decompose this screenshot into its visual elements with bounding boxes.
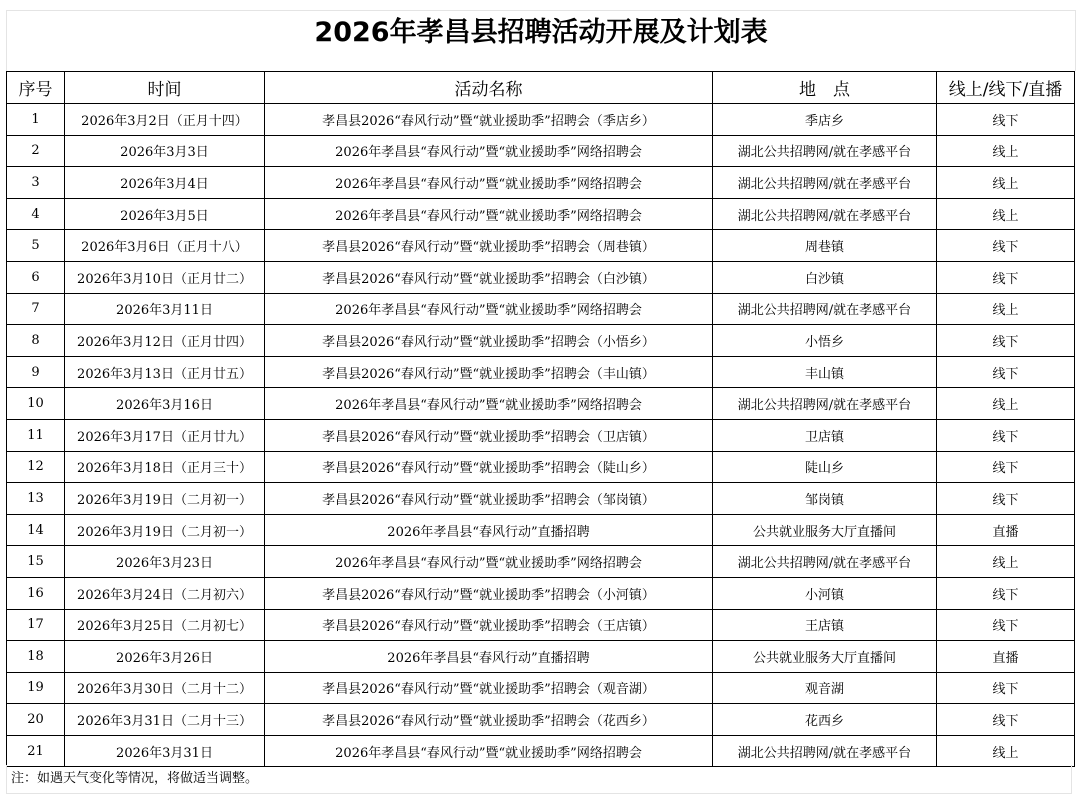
cell-activity: 2026年孝昌县“春风行动”暨“就业援助季”网络招聘会: [265, 735, 713, 767]
cell-location: 湖北公共招聘网/就在孝感平台: [713, 293, 937, 325]
header-row: [7, 72, 1075, 104]
cell-index: 8: [7, 325, 65, 357]
cell-time: 2026年3月6日（正月十八）: [65, 230, 265, 262]
cell-activity: 孝昌县2026“春风行动”暨“就业援助季”招聘会（王店镇）: [265, 609, 713, 641]
cell-location: 公共就业服务大厅直播间: [713, 641, 937, 673]
cell-mode: 线上: [937, 198, 1075, 230]
cell-index: 16: [7, 577, 65, 609]
table-body: [7, 104, 1075, 767]
table-row: [7, 325, 1075, 357]
header-index: 序号: [7, 72, 65, 104]
cell-activity: 孝昌县2026“春风行动”暨“就业援助季”招聘会（白沙镇）: [265, 261, 713, 293]
header-mode: 线上/线下/直播: [937, 72, 1075, 104]
cell-time: 2026年3月12日（正月廿四）: [65, 325, 265, 357]
cell-mode: 线上: [937, 293, 1075, 325]
cell-mode: 线下: [937, 104, 1075, 136]
schedule-table: [6, 71, 1075, 767]
cell-index: 6: [7, 261, 65, 293]
cell-time: 2026年3月16日: [65, 388, 265, 420]
cell-time: 2026年3月25日（二月初七）: [65, 609, 265, 641]
cell-activity: 2026年孝昌县“春风行动”暨“就业援助季”网络招聘会: [265, 388, 713, 420]
cell-index: 7: [7, 293, 65, 325]
header-time: 时间: [65, 72, 265, 104]
cell-activity: 2026年孝昌县“春风行动”暨“就业援助季”网络招聘会: [265, 135, 713, 167]
cell-mode: 线下: [937, 577, 1075, 609]
cell-activity: 2026年孝昌县“春风行动”暨“就业援助季”网络招聘会: [265, 293, 713, 325]
cell-index: 18: [7, 641, 65, 673]
table-row: [7, 514, 1075, 546]
cell-location: 季店乡: [713, 104, 937, 136]
cell-activity: 2026年孝昌县“春风行动”暨“就业援助季”网络招聘会: [265, 546, 713, 578]
cell-index: 19: [7, 672, 65, 704]
cell-mode: 线下: [937, 356, 1075, 388]
cell-location: 王店镇: [713, 609, 937, 641]
cell-location: 观音湖: [713, 672, 937, 704]
cell-index: 21: [7, 735, 65, 767]
cell-activity: 孝昌县2026“春风行动”暨“就业援助季”招聘会（观音湖）: [265, 672, 713, 704]
cell-activity: 2026年孝昌县“春风行动”暨“就业援助季”网络招聘会: [265, 198, 713, 230]
table-row: [7, 104, 1075, 136]
cell-activity: 孝昌县2026“春风行动”暨“就业援助季”招聘会（花西乡）: [265, 704, 713, 736]
cell-location: 湖北公共招聘网/就在孝感平台: [713, 735, 937, 767]
cell-location: 陡山乡: [713, 451, 937, 483]
cell-index: 10: [7, 388, 65, 420]
cell-index: 5: [7, 230, 65, 262]
cell-location: 白沙镇: [713, 261, 937, 293]
table-row: [7, 735, 1075, 767]
cell-location: 公共就业服务大厅直播间: [713, 514, 937, 546]
title-spacer: [6, 55, 1076, 71]
cell-index: 1: [7, 104, 65, 136]
cell-mode: 线上: [937, 388, 1075, 420]
cell-activity: 孝昌县2026“春风行动”暨“就业援助季”招聘会（卫店镇）: [265, 419, 713, 451]
table-row: [7, 356, 1075, 388]
header-location: 地 点: [713, 72, 937, 104]
cell-location: 湖北公共招聘网/就在孝感平台: [713, 388, 937, 420]
cell-activity: 孝昌县2026“春风行动”暨“就业援助季”招聘会（陡山乡）: [265, 451, 713, 483]
cell-time: 2026年3月31日（二月十三）: [65, 704, 265, 736]
cell-time: 2026年3月26日: [65, 641, 265, 673]
table-row: [7, 451, 1075, 483]
cell-time: 2026年3月10日（正月廿二）: [65, 261, 265, 293]
cell-time: 2026年3月19日（二月初一）: [65, 514, 265, 546]
cell-location: 湖北公共招聘网/就在孝感平台: [713, 167, 937, 199]
cell-time: 2026年3月5日: [65, 198, 265, 230]
cell-mode: 线下: [937, 609, 1075, 641]
cell-time: 2026年3月13日（正月廿五）: [65, 356, 265, 388]
table-row: [7, 293, 1075, 325]
cell-index: 2: [7, 135, 65, 167]
cell-mode: 线上: [937, 167, 1075, 199]
cell-location: 卫店镇: [713, 419, 937, 451]
cell-time: 2026年3月19日（二月初一）: [65, 483, 265, 515]
table-row: [7, 230, 1075, 262]
cell-mode: 线下: [937, 672, 1075, 704]
table-row: [7, 577, 1075, 609]
cell-activity: 孝昌县2026“春风行动”暨“就业援助季”招聘会（邹岗镇）: [265, 483, 713, 515]
cell-location: 周巷镇: [713, 230, 937, 262]
cell-location: 丰山镇: [713, 356, 937, 388]
table-row: [7, 609, 1075, 641]
cell-mode: 线上: [937, 546, 1075, 578]
cell-location: 湖北公共招聘网/就在孝感平台: [713, 546, 937, 578]
cell-location: 湖北公共招聘网/就在孝感平台: [713, 135, 937, 167]
cell-index: 17: [7, 609, 65, 641]
cell-time: 2026年3月24日（二月初六）: [65, 577, 265, 609]
cell-time: 2026年3月18日（正月三十）: [65, 451, 265, 483]
table-row: [7, 388, 1075, 420]
cell-index: 13: [7, 483, 65, 515]
cell-time: 2026年3月4日: [65, 167, 265, 199]
table-row: [7, 261, 1075, 293]
table-row: [7, 546, 1075, 578]
table-row: [7, 641, 1075, 673]
table-row: [7, 135, 1075, 167]
cell-mode: 线下: [937, 451, 1075, 483]
cell-mode: 线下: [937, 230, 1075, 262]
cell-time: 2026年3月11日: [65, 293, 265, 325]
cell-index: 4: [7, 198, 65, 230]
cell-time: 2026年3月23日: [65, 546, 265, 578]
cell-index: 12: [7, 451, 65, 483]
cell-mode: 线下: [937, 261, 1075, 293]
cell-location: 小河镇: [713, 577, 937, 609]
table-row: [7, 419, 1075, 451]
cell-mode: 直播: [937, 514, 1075, 546]
page-title: 2026年孝昌县招聘活动开展及计划表: [6, 10, 1076, 55]
cell-location: 花西乡: [713, 704, 937, 736]
cell-time: 2026年3月3日: [65, 135, 265, 167]
cell-mode: 线下: [937, 483, 1075, 515]
cell-mode: 线下: [937, 325, 1075, 357]
cell-index: 20: [7, 704, 65, 736]
cell-index: 11: [7, 419, 65, 451]
cell-activity: 2026年孝昌县“春风行动”直播招聘: [265, 514, 713, 546]
footnote: 注：如遇天气变化等情况，将做适当调整。: [6, 765, 1072, 794]
cell-activity: 孝昌县2026“春风行动”暨“就业援助季”招聘会（小悟乡）: [265, 325, 713, 357]
cell-mode: 线上: [937, 735, 1075, 767]
cell-location: 邹岗镇: [713, 483, 937, 515]
cell-mode: 线下: [937, 704, 1075, 736]
cell-activity: 2026年孝昌县“春风行动”暨“就业援助季”网络招聘会: [265, 167, 713, 199]
cell-location: 湖北公共招聘网/就在孝感平台: [713, 198, 937, 230]
cell-index: 9: [7, 356, 65, 388]
cell-time: 2026年3月30日（二月十二）: [65, 672, 265, 704]
cell-index: 3: [7, 167, 65, 199]
header-activity: 活动名称: [265, 72, 713, 104]
table-row: [7, 672, 1075, 704]
cell-activity: 孝昌县2026“春风行动”暨“就业援助季”招聘会（季店乡）: [265, 104, 713, 136]
cell-mode: 线上: [937, 135, 1075, 167]
table-row: [7, 167, 1075, 199]
cell-mode: 线下: [937, 419, 1075, 451]
cell-activity: 孝昌县2026“春风行动”暨“就业援助季”招聘会（周巷镇）: [265, 230, 713, 262]
cell-index: 14: [7, 514, 65, 546]
cell-activity: 孝昌县2026“春风行动”暨“就业援助季”招聘会（丰山镇）: [265, 356, 713, 388]
cell-activity: 2026年孝昌县“春风行动”直播招聘: [265, 641, 713, 673]
table-row: [7, 198, 1075, 230]
cell-time: 2026年3月2日（正月十四）: [65, 104, 265, 136]
cell-mode: 直播: [937, 641, 1075, 673]
cell-time: 2026年3月17日（正月廿九）: [65, 419, 265, 451]
cell-time: 2026年3月31日: [65, 735, 265, 767]
cell-index: 15: [7, 546, 65, 578]
table-row: [7, 483, 1075, 515]
cell-location: 小悟乡: [713, 325, 937, 357]
table-row: [7, 704, 1075, 736]
cell-activity: 孝昌县2026“春风行动”暨“就业援助季”招聘会（小河镇）: [265, 577, 713, 609]
